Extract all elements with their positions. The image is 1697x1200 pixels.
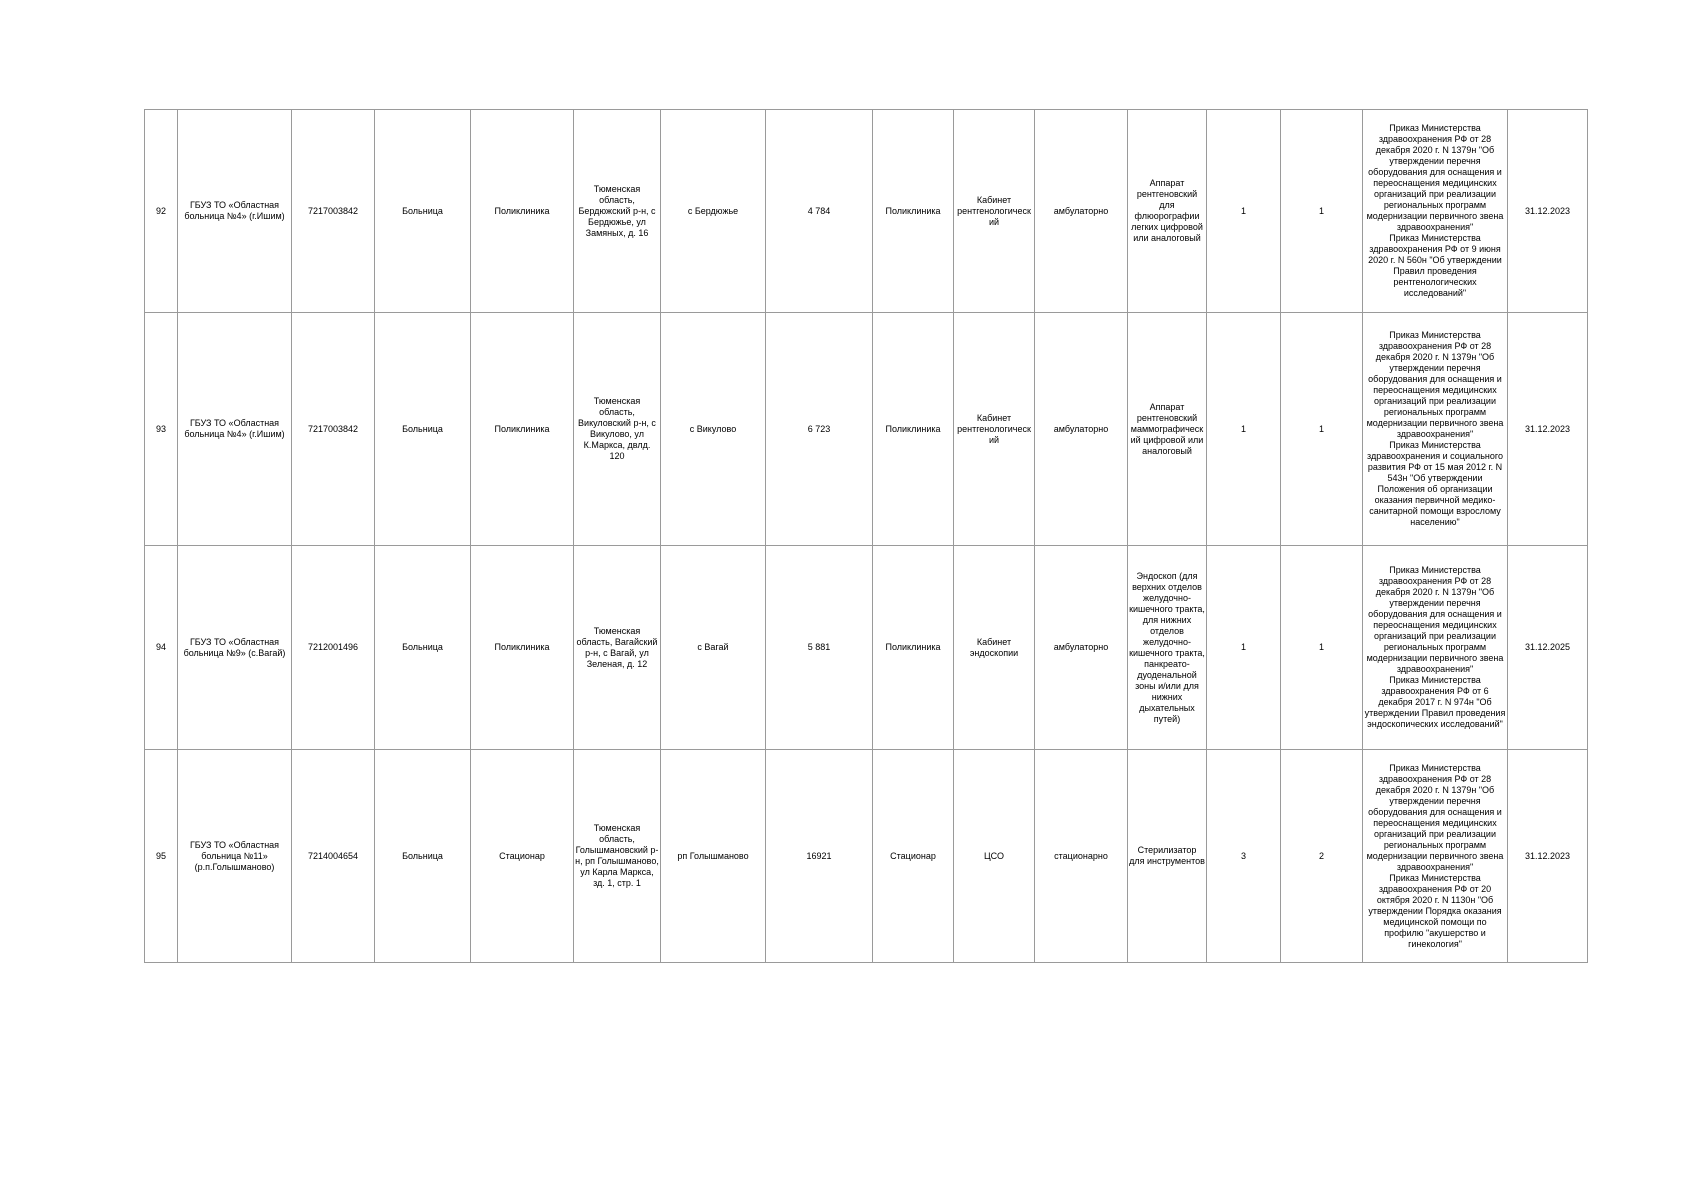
population: 4 784 <box>766 110 873 313</box>
organization-name: ГБУЗ ТО «Областная больница №11» (р.п.Голышманово) <box>178 750 292 963</box>
table-row <box>145 110 1588 313</box>
due-date: 31.12.2023 <box>1508 750 1588 963</box>
room: Кабинет эндоскопии <box>954 546 1035 750</box>
quantity-a: 3 <box>1207 750 1281 963</box>
address: Тюменская область, Бердюжский р-н, с Бердюжье, ул Замяных, д. 16 <box>574 110 661 313</box>
organization-inn: 7217003842 <box>292 110 375 313</box>
subdivision: Поликлиника <box>471 546 574 750</box>
row-number: 93 <box>145 313 178 546</box>
care-mode: амбулаторно <box>1035 313 1128 546</box>
organization-type: Больница <box>375 313 471 546</box>
subdivision: Поликлиника <box>471 313 574 546</box>
locality: с Вагай <box>661 546 766 750</box>
due-date: 31.12.2025 <box>1508 546 1588 750</box>
quantity-b: 1 <box>1281 110 1363 313</box>
unit: Поликлиника <box>873 110 954 313</box>
subdivision: Стационар <box>471 750 574 963</box>
organization-name: ГБУЗ ТО «Областная больница №9» (с.Вагай) <box>178 546 292 750</box>
organization-name: ГБУЗ ТО «Областная больница №4» (г.Ишим) <box>178 313 292 546</box>
unit: Стационар <box>873 750 954 963</box>
equipment-name: Стерилизатор для инструментов <box>1128 750 1207 963</box>
population: 5 881 <box>766 546 873 750</box>
equipment-name: Аппарат рентгеновский для флюорографии легких цифровой или аналоговый <box>1128 110 1207 313</box>
quantity-a: 1 <box>1207 313 1281 546</box>
quantity-a: 1 <box>1207 110 1281 313</box>
regulatory-documents: Приказ Министерства здравоохранения РФ от 28 декабря 2020 г. N 1379н "Об утверждении перечня оборудования для оснащения и переоснащения медицинских организаций при реализации региональных программ модернизации первичного звена здравоохранения" Приказ Министерства здравоохранения РФ от 6 декабря 2017 г. N 974н "Об утверждении Правил проведения эндоскопических исследований" <box>1363 546 1508 750</box>
equipment-name: Аппарат рентгеновский маммографическ ий цифровой или аналоговый <box>1128 313 1207 546</box>
quantity-b: 1 <box>1281 313 1363 546</box>
room: ЦСО <box>954 750 1035 963</box>
unit: Поликлиника <box>873 546 954 750</box>
organization-inn: 7212001496 <box>292 546 375 750</box>
organization-type: Больница <box>375 750 471 963</box>
quantity-a: 1 <box>1207 546 1281 750</box>
quantity-b: 1 <box>1281 546 1363 750</box>
population: 16921 <box>766 750 873 963</box>
due-date: 31.12.2023 <box>1508 110 1588 313</box>
room: Кабинет рентгенологическ ий <box>954 110 1035 313</box>
row-number: 92 <box>145 110 178 313</box>
room: Кабинет рентгенологическ ий <box>954 313 1035 546</box>
unit: Поликлиника <box>873 313 954 546</box>
address: Тюменская область, Вагайский р-н, с Вагай, ул Зеленая, д. 12 <box>574 546 661 750</box>
population: 6 723 <box>766 313 873 546</box>
subdivision: Поликлиника <box>471 110 574 313</box>
table-row <box>145 313 1588 546</box>
address: Тюменская область, Викуловский р-н, с Викулово, ул К.Маркса, двлд. 120 <box>574 313 661 546</box>
regulatory-documents: Приказ Министерства здравоохранения РФ от 28 декабря 2020 г. N 1379н "Об утверждении перечня оборудования для оснащения и переоснащения медицинских организаций при реализации региональных программ модернизации первичного звена здравоохранения" Приказ Министерства здравоохранения РФ от 9 июня 2020 г. N 560н "Об утверждении Правил проведения рентгенологических исследований" <box>1363 110 1508 313</box>
row-number: 95 <box>145 750 178 963</box>
equipment-table <box>144 109 1588 963</box>
regulatory-documents: Приказ Министерства здравоохранения РФ от 28 декабря 2020 г. N 1379н "Об утверждении перечня оборудования для оснащения и переоснащения медицинских организаций при реализации региональных программ модернизации первичного звена здравоохранения" Приказ Министерства здравоохранения и социального развития РФ от 15 мая 2012 г. N 543н "Об утверждении Положения об организации оказания первичной медико-санитарной помощи взрослому населению" <box>1363 313 1508 546</box>
organization-inn: 7217003842 <box>292 313 375 546</box>
equipment-name: Эндоскоп (для верхних отделов желудочно-кишечного тракта, для нижних отделов желудочно-кишечного тракта, панкреато-дуоденальной зоны и/или для нижних дыхательных путей) <box>1128 546 1207 750</box>
care-mode: амбулаторно <box>1035 110 1128 313</box>
address: Тюменская область, Голышмановский р-н, рп Голышманово, ул Карла Маркса, зд. 1, стр. 1 <box>574 750 661 963</box>
row-number: 94 <box>145 546 178 750</box>
organization-type: Больница <box>375 110 471 313</box>
table-row <box>145 546 1588 750</box>
organization-type: Больница <box>375 546 471 750</box>
care-mode: амбулаторно <box>1035 546 1128 750</box>
regulatory-documents: Приказ Министерства здравоохранения РФ от 28 декабря 2020 г. N 1379н "Об утверждении перечня оборудования для оснащения и переоснащения медицинских организаций при реализации региональных программ модернизации первичного звена здравоохранения" Приказ Министерства здравоохранения РФ от 20 октября 2020 г. N 1130н "Об утверждении Порядка оказания медицинской помощи по профилю "акушерство и гинекология" <box>1363 750 1508 963</box>
due-date: 31.12.2023 <box>1508 313 1588 546</box>
table-row <box>145 750 1588 963</box>
organization-inn: 7214004654 <box>292 750 375 963</box>
organization-name: ГБУЗ ТО «Областная больница №4» (г.Ишим) <box>178 110 292 313</box>
locality: рп Голышманово <box>661 750 766 963</box>
locality: с Викулово <box>661 313 766 546</box>
locality: с Бердюжье <box>661 110 766 313</box>
quantity-b: 2 <box>1281 750 1363 963</box>
care-mode: стационарно <box>1035 750 1128 963</box>
